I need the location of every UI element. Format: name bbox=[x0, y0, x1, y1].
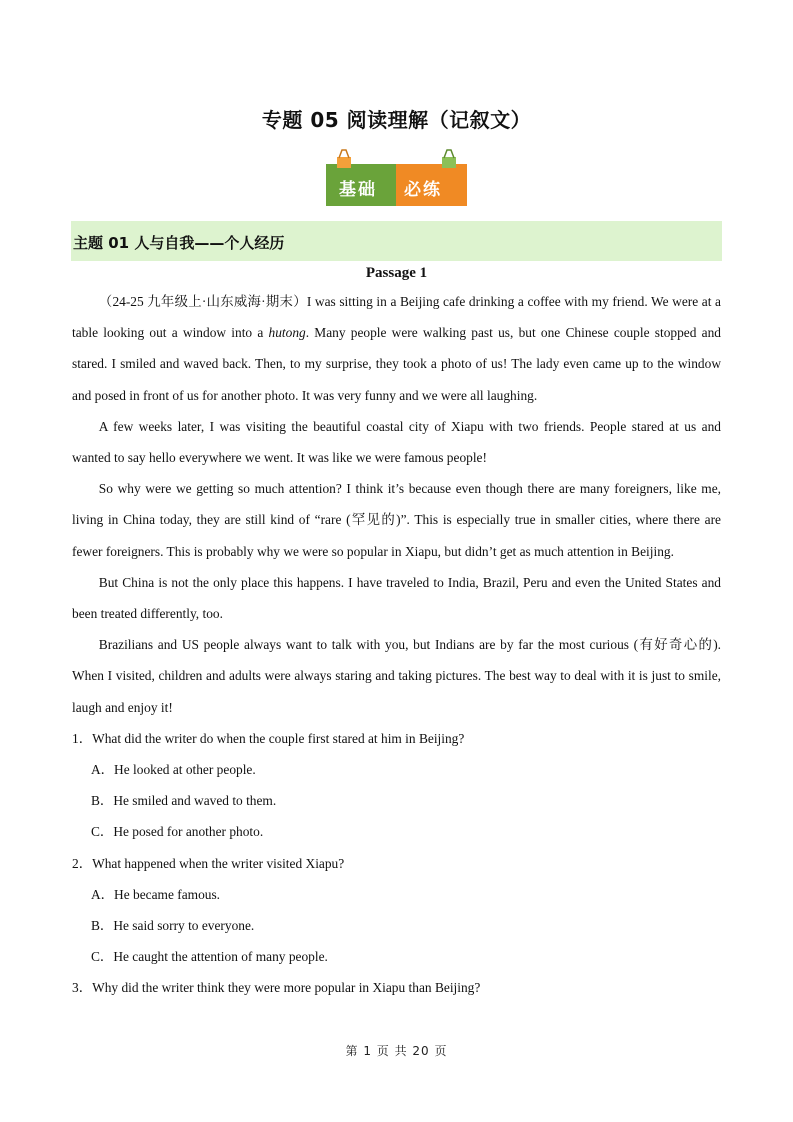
option[interactable]: C．He caught the attention of many people. bbox=[91, 949, 328, 965]
section-badge bbox=[326, 164, 467, 206]
binder-clip-icon bbox=[440, 148, 458, 170]
passage-body bbox=[72, 286, 721, 1004]
option[interactable]: B．He smiled and waved to them. bbox=[91, 793, 277, 809]
badge-right-label: 必练 bbox=[404, 180, 442, 200]
page-footer: 第 1 页 共 20 页 bbox=[345, 1044, 448, 1058]
question-1: 1．What did the writer do when the couple first stared at him in Beijing? bbox=[72, 730, 465, 746]
passage-title: Passage 1 bbox=[365, 265, 428, 281]
badge-left-label: 基础 bbox=[339, 180, 377, 200]
option[interactable]: A．He became famous. bbox=[91, 886, 221, 902]
question-3: 3．Why did the writer think they were more popular in Xiapu than Beijing? bbox=[72, 980, 481, 996]
option[interactable]: C．He posed for another photo. bbox=[91, 824, 264, 840]
question-2: 2．What happened when the writer visited Xiapu? bbox=[72, 855, 345, 871]
paragraph-2: A few weeks later, I was visiting the beautiful coastal city of Xiapu with two friends. People stared at us and wanted to say hello everywhere we went. It was like we were famous people! bbox=[72, 418, 721, 466]
page-title: 专题 05 阅读理解（记叙文） bbox=[261, 108, 532, 132]
paragraph-1: （24-25 九年级上·山东威海·期末）I was sitting in a Beijing cafe drinking a coffee with my friend. We were at a table looking out a window into a hutong. Many people were walking past us, but one Chinese couple stopped and stared. I smiled and waved back. Then, to my surprise, they took a photo of us! The lady even came up to the window and posed in front of us for another photo. It was very funny and we were all laughing. bbox=[72, 294, 721, 403]
section-title: 主题 01 人与自我——个人经历 bbox=[73, 234, 285, 252]
badge-right bbox=[396, 164, 467, 206]
badge-left bbox=[326, 164, 396, 206]
option[interactable]: B．He said sorry to everyone. bbox=[91, 918, 255, 934]
binder-clip-icon bbox=[335, 148, 353, 170]
paragraph-5: Brazilians and US people always want to talk with you, but Indians are by far the most curious (有好奇心的). When I visited, children and adults were always staring and taking pictures. The best way to deal with it is just to smile, laugh and enjoy it! bbox=[72, 637, 721, 715]
paragraph-3: So why were we getting so much attention? I think it’s because even though there are many foreigners, like me, living in China today, they are still kind of “rare (罕见的)”. This is especially true in smaller cities, where there are fewer foreigners. This is probably why we were so popular in Xiapu, but didn’t get as much attention in Beijing. bbox=[72, 481, 721, 559]
section-header bbox=[71, 221, 722, 261]
paragraph-4: But China is not the only place this happens. I have traveled to India, Brazil, Peru and even the United States and been treated differently, too. bbox=[72, 574, 721, 622]
option[interactable]: A．He looked at other people. bbox=[91, 762, 256, 778]
